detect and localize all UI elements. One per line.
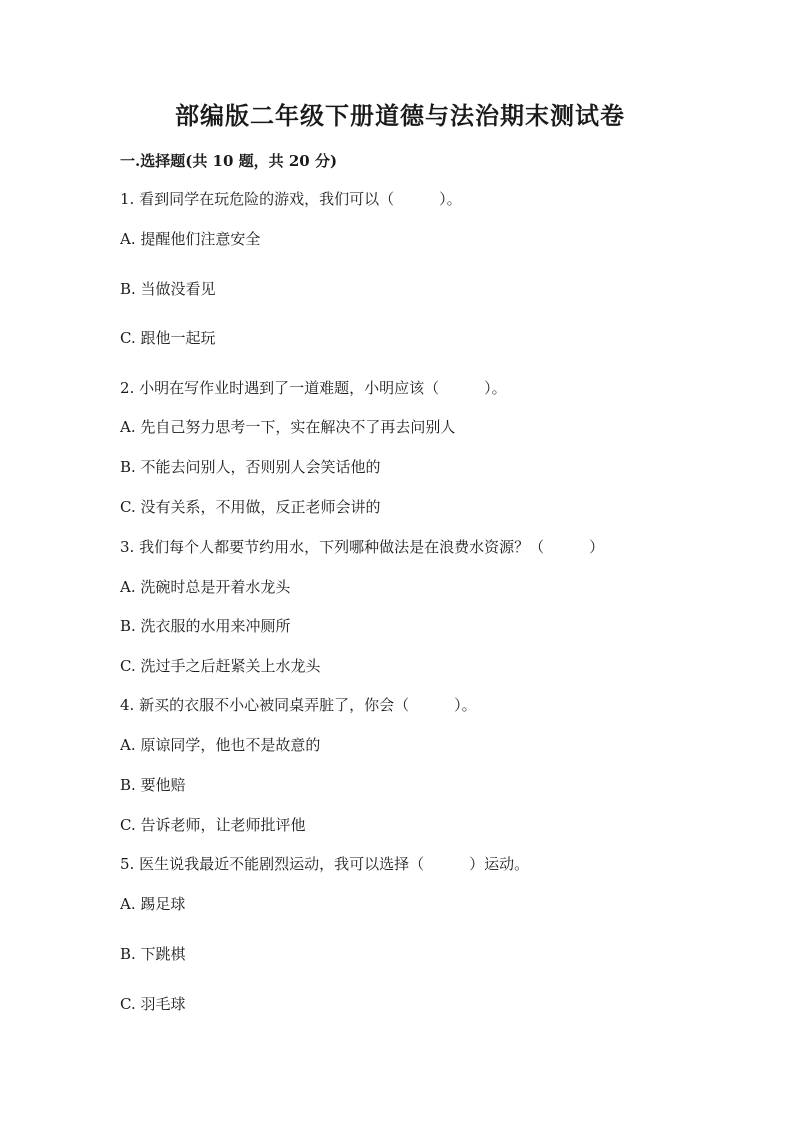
question-4-stem: 4. 新买的衣服不小心被同桌弄脏了，你会（ ）。 [120, 696, 477, 714]
question-5-option-c: C. 羽毛球 [120, 995, 186, 1013]
question-4-option-a: A. 原谅同学，他也不是故意的 [120, 736, 321, 754]
question-5-option-b: B. 下跳棋 [120, 945, 186, 963]
question-1-stem: 1. 看到同学在玩危险的游戏，我们可以（ ）。 [120, 190, 462, 208]
question-2-option-c: C. 没有关系，不用做，反正老师会讲的 [120, 498, 381, 516]
question-4-option-c: C. 告诉老师，让老师批评他 [120, 816, 306, 834]
section-heading: 一.选择题(共 10 题，共 20 分) [120, 152, 338, 170]
question-3-option-c: C. 洗过手之后赶紧关上水龙头 [120, 657, 321, 675]
question-3-option-a: A. 洗碗时总是开着水龙头 [120, 578, 291, 596]
question-1-option-c: C. 跟他一起玩 [120, 329, 216, 347]
page-title: 部编版二年级下册道德与法治期末测试卷 [175, 101, 625, 130]
question-5-option-a: A. 踢足球 [120, 895, 186, 913]
question-4-option-b: B. 要他赔 [120, 776, 186, 794]
question-2-option-a: A. 先自己努力思考一下，实在解决不了再去问别人 [120, 418, 456, 436]
question-3-stem: 3. 我们每个人都要节约用水，下列哪种做法是在浪费水资源？（ ） [120, 538, 605, 556]
question-1-option-b: B. 当做没看见 [120, 280, 216, 298]
question-1-option-a: A. 提醒他们注意安全 [120, 230, 261, 248]
question-2-option-b: B. 不能去问别人，否则别人会笑话他的 [120, 458, 381, 476]
question-3-option-b: B. 洗衣服的水用来冲厕所 [120, 617, 291, 635]
question-2-stem: 2. 小明在写作业时遇到了一道难题，小明应该（ ）。 [120, 379, 507, 397]
question-5-stem: 5. 医生说我最近不能剧烈运动，我可以选择（ ）运动。 [120, 855, 530, 873]
